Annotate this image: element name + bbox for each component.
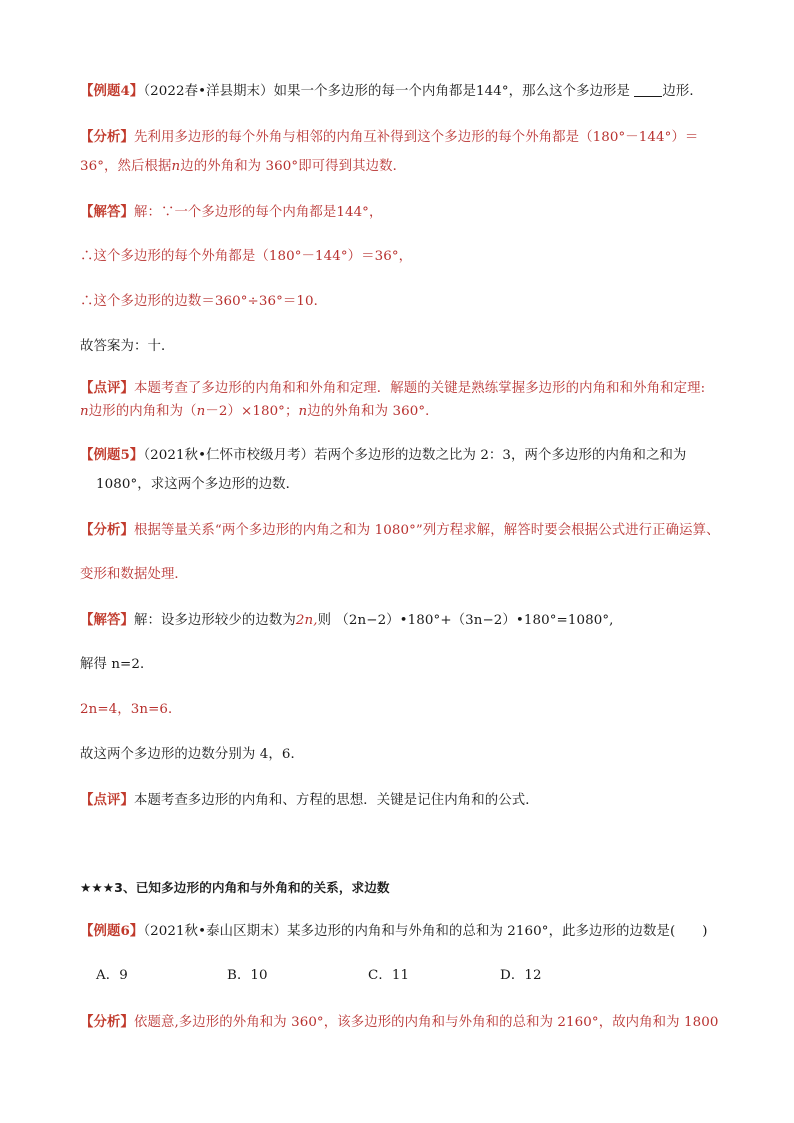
comment-text: 本题考查了多边形的内角和和外角和定理．解题的关键是熟练掌握多边形的内角和和外角和定理: xyxy=(133,381,706,396)
example-4-solution-line-3: ∴这个多边形的边数＝360°÷36°＝10． xyxy=(80,294,328,309)
analysis-tag: 【分析】 xyxy=(80,1014,134,1030)
comment-text: 本题考查多边形的内角和、方程的思想．关键是记住内角和的公式． xyxy=(133,793,539,808)
example-tag: 【例题5】 xyxy=(80,447,144,463)
analysis-tag: 【分析】 xyxy=(80,129,134,145)
option-c[interactable]: C．11 xyxy=(368,968,410,983)
example-4-analysis-line-2 xyxy=(80,158,738,176)
example-5-comment xyxy=(80,791,738,810)
section-heading: ★★★3、已知多边形的内角和与外角和的关系，求边数 xyxy=(80,880,390,895)
variable-n: n xyxy=(80,404,89,419)
option-b[interactable]: B．10 xyxy=(227,968,268,983)
variable-n: n xyxy=(298,404,308,419)
variable-n: n xyxy=(171,159,181,174)
example-6-options xyxy=(96,967,738,985)
example-tag: 【例题4】 xyxy=(80,83,144,99)
solution-text: 解：设多边形较少的边数为 xyxy=(133,613,296,628)
analysis-text: 边的外角和为 360°即可得到其边数． xyxy=(180,159,407,174)
comment-text: 边形的内角和为（ xyxy=(88,404,197,419)
solution-variable: 2n, xyxy=(295,613,318,628)
example-5-question-line-1 xyxy=(80,446,738,465)
question-text: （2021秋•仁怀市校级月考）若两个多边形的边数之比为 2：3，两个多边形的内角和之和为 xyxy=(143,448,687,463)
question-text: 如果一个多边形的每一个内角都是144°，那么这个多边形是 xyxy=(273,84,631,99)
example-4-comment-line-2 xyxy=(80,403,738,421)
solution-text: 则 （2n−2）•180°+（3n−2）•180°=1080°, xyxy=(317,613,614,628)
option-a[interactable]: A．9 xyxy=(96,968,128,983)
analysis-text: 36°，然后根据 xyxy=(80,159,172,174)
example-4-answer: 故答案为：十． xyxy=(80,339,175,354)
solution-tag: 【解答】 xyxy=(80,204,134,220)
example-5-solution-line-1 xyxy=(80,611,738,630)
example-4-solution-line-2: ∴这个多边形的每个外角都是（180°－144°）＝36°， xyxy=(80,249,413,264)
question-source: （2022春•洋县期末） xyxy=(143,84,274,99)
example-4-comment-line-1 xyxy=(80,379,738,398)
example-5-answer: 故这两个多边形的边数分别为 4，6． xyxy=(80,747,304,762)
example-5-solution-line-3: 2n=4，3n=6． xyxy=(80,702,182,717)
analysis-text: 根据等量关系“两个多边形的内角之和为 1080°”列方程求解，解答时要会根据公式进行正确运算、 xyxy=(133,523,720,538)
example-6-analysis xyxy=(80,1013,744,1032)
example-6-question xyxy=(80,922,738,941)
comment-tag: 【点评】 xyxy=(80,792,134,808)
option-d[interactable]: D．12 xyxy=(500,968,542,983)
example-5-question-line-2: 1080°，求这两个多边形的边数． xyxy=(96,477,300,492)
comment-text: －2）×180°； xyxy=(205,404,299,419)
analysis-text: 依题意,多边形的外角和为 360°，该多边形的内角和与外角和的总和为 2160°，故内角和为 1800 xyxy=(133,1015,719,1030)
analysis-tag: 【分析】 xyxy=(80,522,134,538)
comment-tag: 【点评】 xyxy=(80,380,134,396)
comment-text: 边的外角和为 360°． xyxy=(307,404,439,419)
variable-n: n xyxy=(196,404,206,419)
solution-tag: 【解答】 xyxy=(80,612,134,628)
example-5-solution-line-2: 解得 n=2． xyxy=(80,657,154,672)
example-5-analysis-line-1 xyxy=(80,521,738,540)
question-text-end: 边形． xyxy=(662,84,703,99)
question-text: （2021秋•泰山区期末）某多边形的内角和与外角和的总和为 2160°，此多边形的边数是( ) xyxy=(143,924,708,939)
answer-blank xyxy=(634,84,662,97)
example-4-question xyxy=(80,82,738,101)
example-5-analysis-line-2: 变形和数据处理． xyxy=(80,567,188,582)
analysis-text: 先利用多边形的每个外角与相邻的内角互补得到这个多边形的每个外角都是（180°－144°）＝ xyxy=(133,130,699,145)
example-4-analysis-line-1 xyxy=(80,128,738,147)
example-4-solution-line-1 xyxy=(80,203,738,222)
solution-text: 解：∵一个多边形的每个内角都是144°， xyxy=(133,205,383,220)
example-tag: 【例题6】 xyxy=(80,923,144,939)
